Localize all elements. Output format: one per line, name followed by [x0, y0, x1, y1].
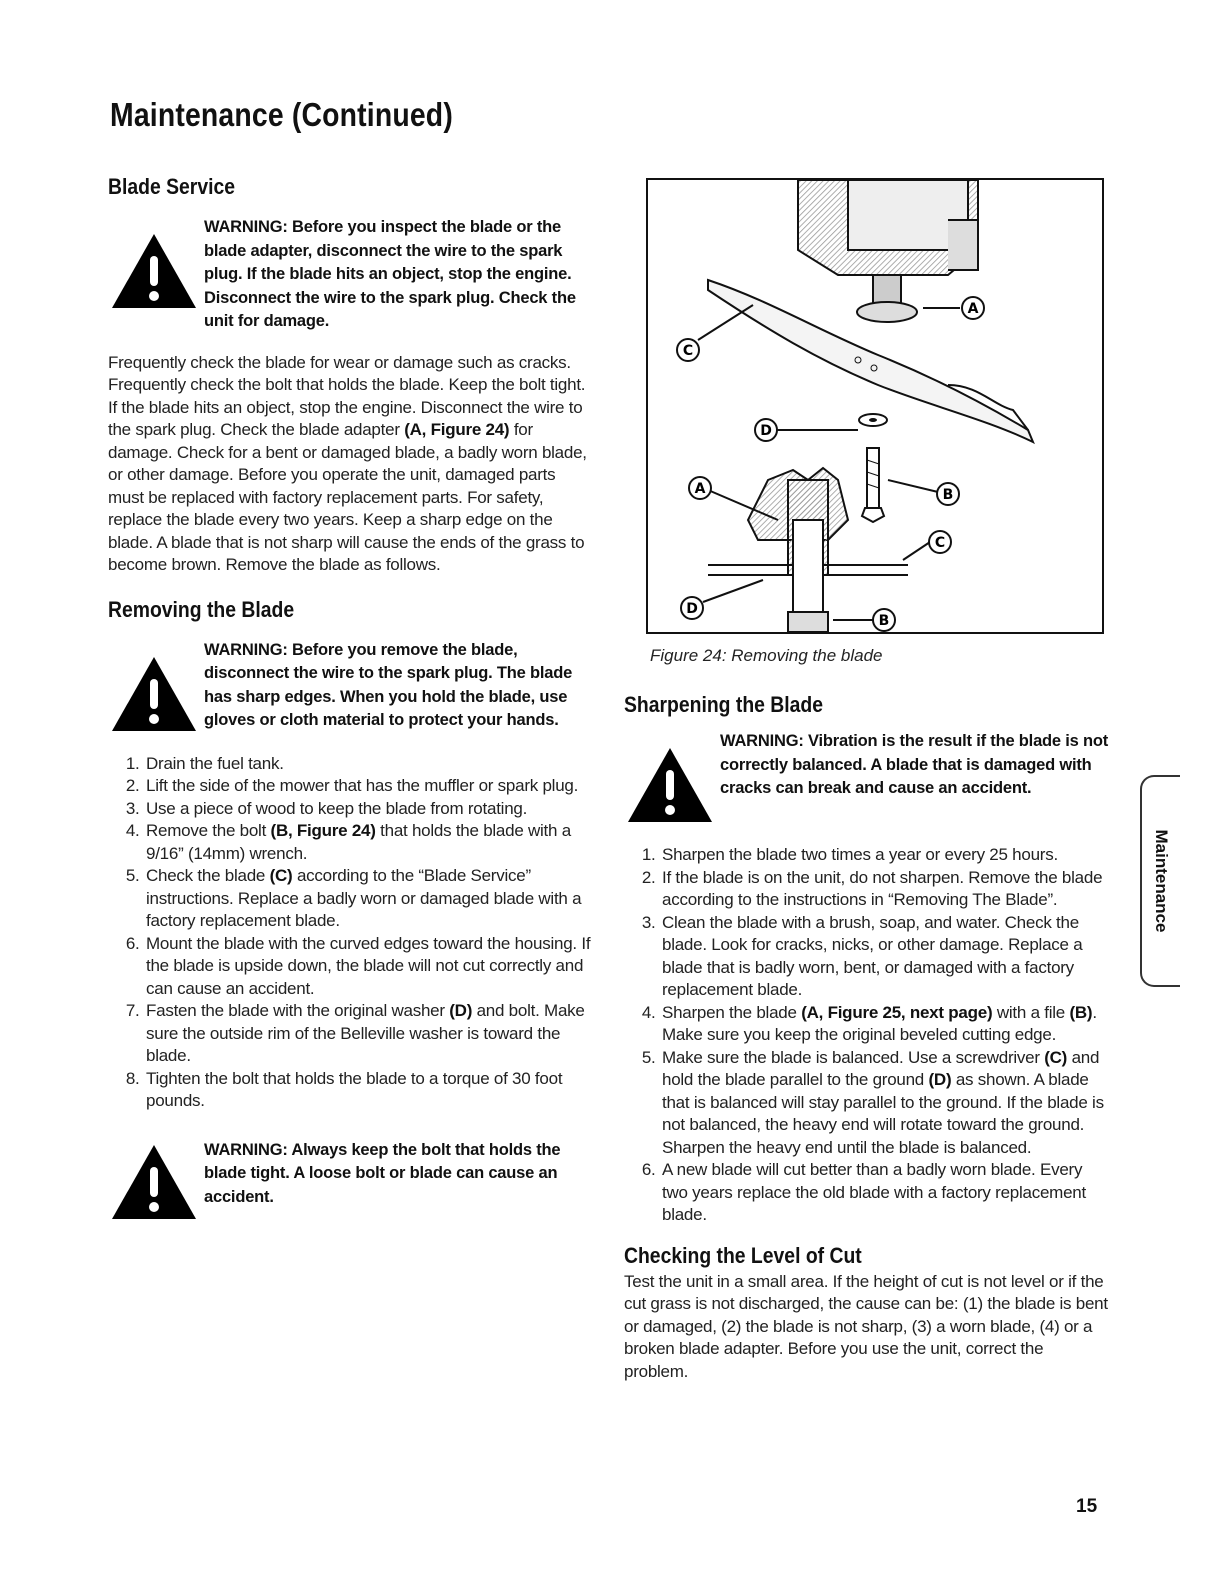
right-column	[624, 690, 1109, 1383]
warning-icon	[110, 232, 198, 310]
step-text: with a file	[996, 1002, 1065, 1022]
step-text: Tighten the bolt that holds the blade to a torque of 30 foot pounds.	[146, 1068, 563, 1110]
step-text: Drain the fuel tank.	[146, 753, 284, 773]
warning-text: WARNING: Always keep the bolt that holds the blade tight. A loose bolt or blade can cause an accident.	[204, 1140, 561, 1206]
list-item	[144, 753, 593, 776]
figure-reference: (D)	[928, 1070, 952, 1089]
figure-reference: (B, Figure 24)	[270, 821, 376, 840]
left-column	[108, 172, 593, 1253]
removing-blade-heading: Removing the Blade	[108, 596, 295, 622]
step-text: Fasten the blade with the original washer	[146, 1001, 445, 1020]
step-text: that holds the blade with a 9/16” (14mm) wrench.	[146, 821, 571, 863]
sharpening-steps-list	[624, 844, 1109, 1227]
step-text: If the blade is on the unit, do not sharpen. Remove the blade according to the instructions in “Removing The Blade”.	[662, 867, 1103, 909]
warning-text: WARNING: Before you inspect the blade or the blade adapter, disconnect the wire to the spark plug. If the blade hits an object, stop the engine. Disconnect the wire to the spark plug. Check the unit for damage.	[204, 218, 576, 330]
blade-service-body	[108, 352, 593, 577]
step-text: as shown. A blade that is balanced will stay parallel to the ground. If the blade is not balanced, the heavy end will rotate toward the ground. Sharpen the heavy end until the blade is balanced.	[662, 1070, 1104, 1157]
list-item	[660, 1002, 1109, 1047]
figure-reference: (B)	[1069, 1002, 1093, 1022]
figure-reference: (A, Figure 25, next page)	[801, 1002, 993, 1022]
warning-block	[108, 639, 593, 735]
list-item	[660, 844, 1109, 867]
side-tab-label: Maintenance	[1152, 829, 1171, 933]
step-text: Sharpen the blade	[662, 1002, 797, 1022]
step-text: . Make sure you keep the original beveled cutting edge.	[662, 1002, 1097, 1044]
label-d: D	[760, 423, 772, 439]
step-text: Use a piece of wood to keep the blade from rotating.	[146, 798, 528, 818]
blade-service-heading: Blade Service	[108, 174, 235, 199]
label-a: A	[694, 481, 706, 497]
blade-diagram	[648, 180, 1102, 632]
list-item	[660, 1159, 1109, 1227]
warning-text: WARNING: Before you remove the blade, disconnect the wire to the spark plug. The blade has sharp edges. When you hold the blade, use gloves or cloth material to protect your hands.	[204, 640, 573, 729]
list-item	[144, 798, 593, 821]
removing-steps-list	[108, 753, 593, 1113]
body-text: for damage. Check for a bent or damaged blade, a badly worn blade, or other damage. Before you operate the unit, damaged parts must be replaced with factory replacement parts. For safety, replace the blade every two years. Keep a sharp edge on the blade. A blade that is not sharp will cause the ends of the grass to become brown. Remove the blade as follows.	[108, 420, 587, 574]
step-text: and bolt. Make sure the outside rim of the Belleville washer is toward the blade.	[146, 1001, 585, 1065]
figure-reference: (C)	[1044, 1047, 1068, 1067]
figure-caption: Figure 24: Removing the blade	[650, 646, 883, 665]
list-item	[144, 775, 593, 798]
list-item	[144, 1068, 593, 1113]
step-text: according to the “Blade Service” instructions. Replace a badly worn or damaged blade with a factory replacement blade.	[146, 866, 582, 930]
figure-reference: (A, Figure 24)	[404, 420, 510, 439]
checking-level-body: Test the unit in a small area. If the height of cut is not level or if the cut grass is not discharged, the cause can be: (1) the blade is bent or damaged, (2) the blade is not sharp, (3) a worn blade, (4) or a broken blade adapter. Before you use the unit, correct the problem.	[624, 1271, 1108, 1381]
step-text: Lift the side of the mower that has the muffler or spark plug.	[146, 776, 579, 795]
warning-icon	[110, 655, 198, 733]
warning-block	[108, 216, 593, 334]
label-a: A	[967, 301, 979, 317]
label-c: C	[682, 343, 694, 359]
list-item	[144, 1000, 593, 1068]
step-text: Check the blade	[146, 866, 266, 885]
label-b: B	[878, 613, 890, 629]
list-item	[144, 865, 593, 933]
step-text: A new blade will cut better than a badly worn blade. Every two years replace the old blade with a factory replacement blade.	[662, 1160, 1086, 1224]
sharpening-blade-heading: Sharpening the Blade	[624, 692, 824, 717]
label-b: B	[942, 487, 954, 503]
list-item	[660, 1047, 1109, 1160]
list-item	[660, 912, 1109, 1002]
list-item	[660, 867, 1109, 912]
page-number: 15	[1076, 1496, 1098, 1517]
figure-24-illustration	[646, 178, 1104, 634]
label-d: D	[686, 601, 698, 617]
step-text: Sharpen the blade two times a year or every 25 hours.	[662, 845, 1058, 864]
step-text: Make sure the blade is balanced. Use a screwdriver	[662, 1047, 1040, 1067]
step-text: Mount the blade with the curved edges toward the housing. If the blade is upside down, the blade will not cut correctly and can cause an accident.	[146, 933, 591, 998]
checking-level-heading: Checking the Level of Cut	[624, 1242, 862, 1268]
step-text: Remove the bolt	[146, 821, 267, 840]
label-c: C	[934, 535, 946, 551]
warning-icon	[110, 1143, 198, 1221]
warning-block	[108, 1139, 593, 1235]
warning-block	[624, 730, 1109, 826]
page-title: Maintenance (Continued)	[110, 96, 453, 133]
warning-text: WARNING: Vibration is the result if the blade is not correctly balanced. A blade that is damaged with cracks can break and cause an accident.	[720, 732, 1109, 797]
figure-reference: (C)	[269, 866, 293, 885]
body-text: Frequently check the blade for wear or damage such as cracks. Frequently check the bolt that holds the blade. Keep the bolt tight. If the blade hits an object, stop the engine. Disconnect the wire to the spark plug. Check the blade adapter	[108, 352, 586, 439]
maintenance-side-tab	[1140, 775, 1180, 987]
list-item	[144, 820, 593, 865]
list-item	[144, 933, 593, 1001]
step-text: Clean the blade with a brush, soap, and water. Check the blade. Look for cracks, nicks, or other damage. Replace a blade that is badly worn, bent, or damaged with a factory replacement blade.	[662, 912, 1083, 999]
step-text: and hold the blade parallel to the ground	[662, 1047, 1100, 1089]
figure-reference: (D)	[449, 1001, 473, 1020]
warning-icon	[626, 746, 714, 824]
